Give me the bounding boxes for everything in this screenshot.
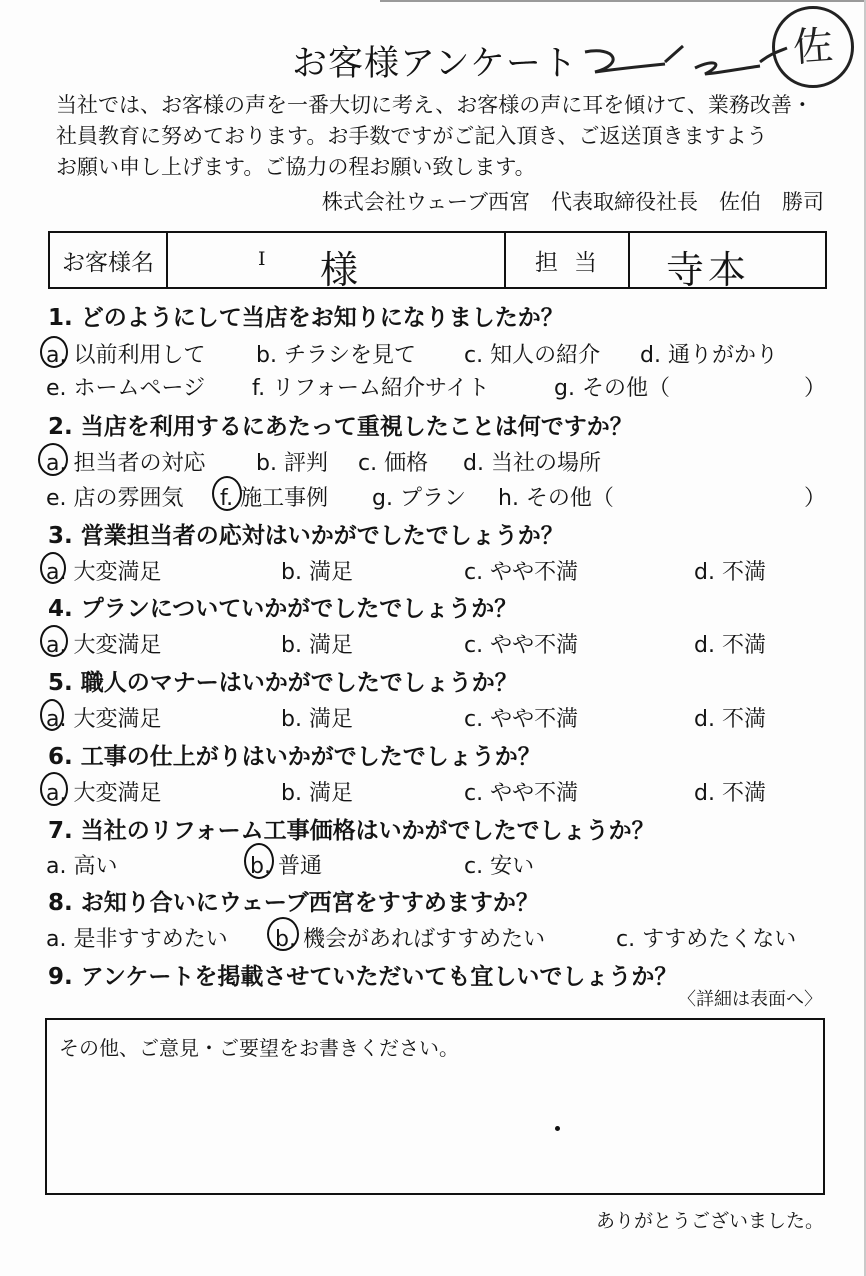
company-signature: 株式会社ウェーブ西宮 代表取締役社長 佐伯 勝司 — [321, 190, 824, 214]
approval-stamp — [772, 6, 854, 88]
detail-note: 〈詳細は表面へ〉 — [678, 989, 822, 1010]
question-6: 6. 工事の仕上がりはいかがでしたでしょうか？ — [48, 744, 541, 770]
q2-answer-circle-f — [212, 476, 242, 511]
q6-answer-circle — [40, 772, 68, 806]
q3-option-b[interactable]: b. 満足 — [281, 560, 353, 585]
q7-answer-circle — [244, 843, 274, 879]
staff-name: 寺本 — [666, 248, 751, 292]
q1-option-d[interactable]: d. 通りがかり — [640, 343, 778, 368]
question-7: 7. 当社のリフォーム工事価格はいかがでしたでしょうか？ — [48, 818, 655, 844]
q2-option-h[interactable]: h. その他（ — [498, 486, 614, 511]
question-1: 1. どのようにして当店をお知りになりましたか？ — [48, 305, 564, 331]
handwritten-date-mark — [555, 38, 795, 88]
q1-option-b[interactable]: b. チラシを見て — [256, 343, 416, 368]
q7-option-a[interactable]: a. 高い — [46, 854, 118, 879]
intro-line-1: 当社では、お客様の声を一番大切に考え、お客様の声に耳を傾けて、業務改善・ — [56, 93, 813, 117]
q7-option-c[interactable]: c. 安い — [464, 854, 535, 879]
q6-option-a[interactable]: a. 大変満足 — [46, 781, 162, 806]
q2-option-b[interactable]: b. 評判 — [256, 451, 328, 476]
q8-option-b[interactable]: b. 機会があればすすめたい — [275, 927, 546, 952]
q3-option-d[interactable]: d. 不満 — [694, 560, 766, 585]
question-8: 8. お知り合いにウェーブ西宮をすすめますか？ — [48, 890, 539, 916]
question-9: 9. アンケートを掲載させていただいても宜しいでしょうか？ — [48, 964, 678, 990]
question-2: 2. 当店を利用するにあたって重視したことは何ですか？ — [48, 414, 633, 440]
q8-option-a[interactable]: a. 是非すすめたい — [46, 927, 228, 952]
staff-name-field[interactable] — [630, 233, 825, 292]
q5-option-c[interactable]: c. やや不満 — [464, 707, 579, 732]
scan-edge-top — [380, 0, 866, 2]
ink-dot — [555, 1126, 560, 1131]
q4-answer-circle — [40, 625, 68, 657]
stamp-character: 佐 — [791, 22, 835, 72]
question-5: 5. 職人のマナーはいかがでしたでしょうか？ — [48, 670, 518, 696]
question-4: 4. プランについていかがでしたでしょうか？ — [48, 596, 518, 622]
customer-initial: I — [258, 248, 266, 270]
q3-answer-circle — [40, 552, 66, 584]
q3-option-a[interactable]: a. 大変満足 — [46, 560, 162, 585]
q4-option-b[interactable]: b. 満足 — [281, 633, 353, 658]
q1-option-c[interactable]: c. 知人の紹介 — [464, 343, 601, 368]
q6-option-b[interactable]: b. 満足 — [281, 781, 353, 806]
intro-line-2: 社員教育に努めております。お手数ですがご記入頂き、ご返送頂きますよう — [56, 124, 768, 148]
q2-option-g[interactable]: g. プラン — [372, 486, 466, 511]
customer-honorific: 様 — [320, 248, 359, 292]
q4-option-c[interactable]: c. やや不満 — [464, 633, 579, 658]
q6-option-c[interactable]: c. やや不満 — [464, 781, 579, 806]
q1-option-e[interactable]: e. ホームページ — [46, 376, 206, 401]
customer-name-field[interactable] — [168, 233, 506, 292]
q1-answer-circle — [40, 336, 68, 368]
q1-option-g-close: ） — [804, 376, 827, 401]
question-3: 3. 営業担当者の応対はいかがでしたでしょうか？ — [48, 523, 564, 549]
q8-option-c[interactable]: c. すすめたくない — [616, 927, 797, 952]
q3-option-c[interactable]: c. やや不満 — [464, 560, 579, 585]
q1-option-a[interactable]: a. 以前利用して — [46, 343, 206, 368]
thank-you-note: ありがとうございました。 — [595, 1210, 824, 1232]
q5-option-d[interactable]: d. 不満 — [694, 707, 766, 732]
intro-paragraph — [56, 90, 813, 183]
q2-option-e[interactable]: e. 店の雰囲気 — [46, 486, 184, 511]
q4-option-a[interactable]: a. 大変満足 — [46, 633, 162, 658]
q2-option-a[interactable]: a. 担当者の対応 — [46, 451, 206, 476]
q2-answer-circle-a — [38, 443, 68, 476]
q5-answer-circle — [40, 699, 64, 731]
q7-option-b[interactable]: b. 普通 — [250, 854, 322, 879]
q5-option-b[interactable]: b. 満足 — [281, 707, 353, 732]
q8-answer-circle — [267, 917, 299, 951]
q4-option-d[interactable]: d. 不満 — [694, 633, 766, 658]
q1-option-f[interactable]: f. リフォーム紹介サイト — [252, 376, 490, 401]
q5-option-a[interactable]: a. 大変満足 — [46, 707, 162, 732]
customer-label: お客様名 — [50, 233, 168, 287]
q1-option-g[interactable]: g. その他（ — [554, 376, 670, 401]
comment-box[interactable] — [45, 1018, 825, 1195]
q2-option-c[interactable]: c. 価格 — [358, 451, 429, 476]
q2-option-h-close: ） — [804, 486, 827, 511]
intro-line-3: お願い申し上げます。ご協力の程お願い致します。 — [56, 155, 536, 179]
customer-staff-table — [48, 231, 827, 292]
q6-option-d[interactable]: d. 不満 — [694, 781, 766, 806]
staff-label: 担当 — [506, 233, 630, 287]
comment-label: その他、ご意見・ご要望をお書きください。 — [59, 1036, 459, 1060]
q2-option-f[interactable]: f. 施工事例 — [220, 486, 329, 511]
q2-option-d[interactable]: d. 当社の場所 — [463, 451, 601, 476]
survey-title: お客様アンケート — [292, 44, 578, 84]
